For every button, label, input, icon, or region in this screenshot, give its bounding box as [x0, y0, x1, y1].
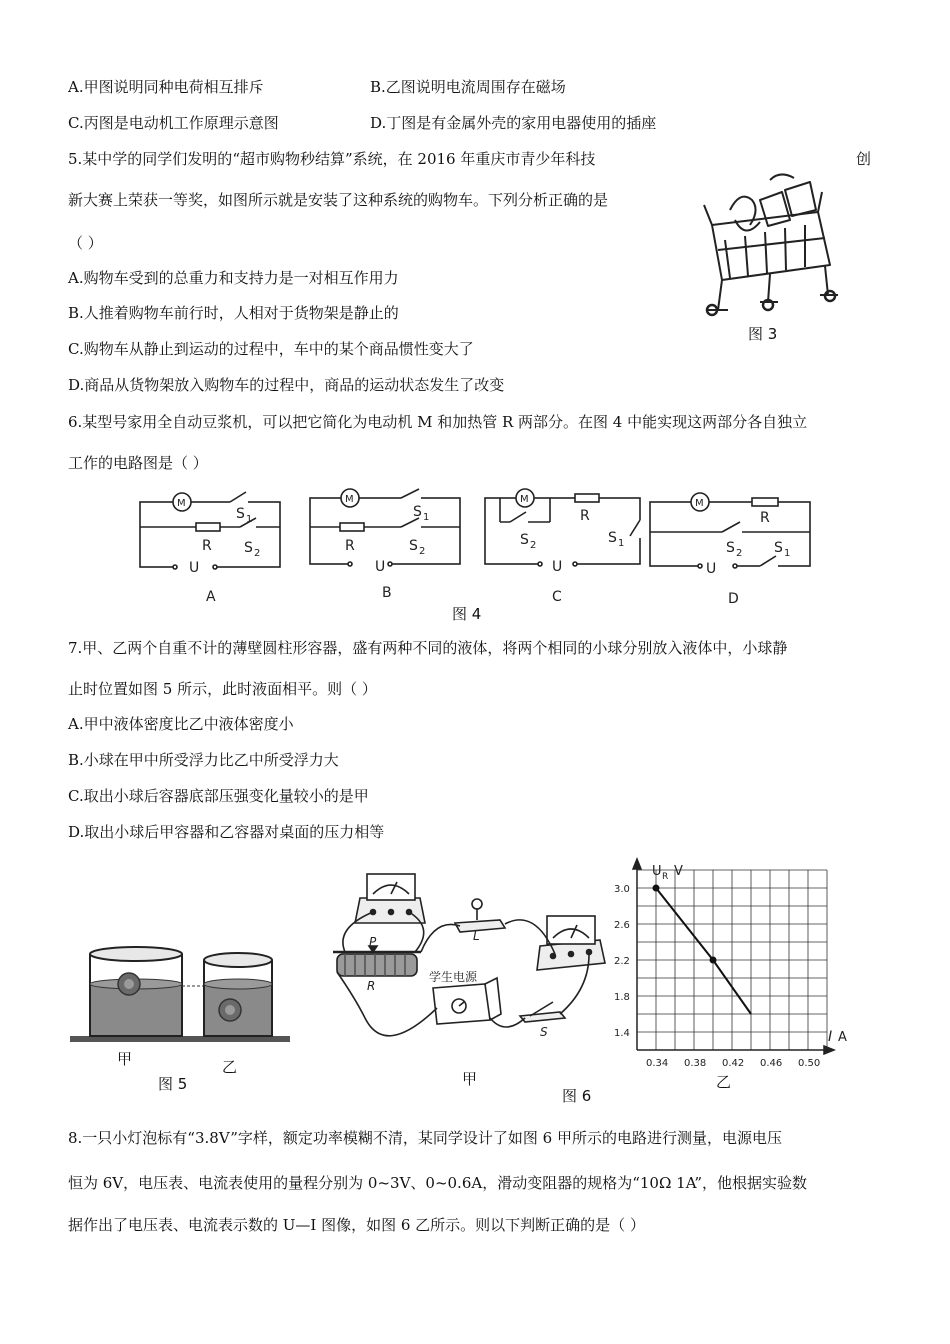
circuit-a-letter: A [206, 589, 216, 605]
q6-stem-line2: 工作的电路图是（ ） [68, 454, 208, 472]
container-yi [204, 953, 272, 1036]
circuit-a-s2: S [244, 540, 253, 556]
circuit-a-motor-label: M [177, 498, 186, 509]
data-point [653, 885, 660, 892]
q4-option-b: B.乙图说明电流周围存在磁场 [370, 78, 566, 96]
circuit-d-s1: S [774, 540, 783, 556]
q7-option-c: C.取出小球后容器底部压强变化量较小的是甲 [68, 787, 369, 805]
circuit-c-r: R [580, 508, 590, 524]
fig6-label-jia: 甲 [462, 1070, 478, 1088]
circuit-b-s1: S [413, 504, 422, 520]
circuit-b-motor-label: M [345, 494, 354, 505]
svg-text:1: 1 [618, 538, 625, 549]
circuit-c-letter: C [552, 589, 562, 605]
svg-text:2: 2 [530, 540, 537, 551]
y-axis-unit: V [674, 864, 683, 879]
figure-3-caption: 图 3 [748, 325, 778, 343]
figure-4-caption: 图 4 [452, 605, 482, 623]
svg-text:1: 1 [784, 548, 791, 559]
fig6-label-yi: 乙 [716, 1073, 732, 1091]
chart-series [653, 885, 752, 1015]
chart-grid [637, 870, 827, 1050]
ammeter [537, 916, 605, 970]
circuit-b-letter: B [382, 585, 392, 601]
circuit-d-labels [695, 498, 790, 607]
svg-text:2: 2 [736, 548, 743, 559]
circuit-b-r: R [345, 538, 355, 554]
figure-6-caption: 图 6 [562, 1087, 592, 1105]
circuit-a-labels [177, 498, 260, 605]
circuit-c-s2: S [520, 532, 529, 548]
r-label: R [367, 979, 376, 993]
shopping-cart-figure [690, 170, 840, 345]
svg-text:1: 1 [246, 514, 253, 525]
x-tick-label: 0.42 [722, 1058, 745, 1069]
y-tick-label: 1.4 [614, 1028, 630, 1039]
y-tick-label: 3.0 [614, 884, 630, 895]
fig5-label-jia: 甲 [117, 1050, 133, 1068]
q5-option-a: A.购物车受到的总重力和支持力是一对相互作用力 [68, 269, 399, 287]
x-axis-unit: A [838, 1030, 847, 1045]
y-axis-sub: R [662, 872, 669, 882]
x-tick-label: 0.38 [684, 1058, 707, 1069]
q7-option-d: D.取出小球后甲容器和乙容器对桌面的压力相等 [68, 823, 385, 841]
circuit-diagrams [130, 480, 820, 610]
q8-stem-line3: 据作出了电压表、电流表示数的 U—I 图像，如图 6 乙所示。则以下判断正确的是（ ） [68, 1216, 645, 1234]
circuit-b-labels [345, 494, 429, 601]
y-axis-label: U [652, 864, 662, 879]
q5-stem-line2: 新大赛上荣获一等奖，如图所示就是安装了这种系统的购物车。下列分析正确的是 [68, 191, 609, 209]
lamp [455, 899, 505, 932]
s-label: S [540, 1025, 548, 1039]
ui-chart [612, 855, 862, 1090]
fig5-label-yi: 乙 [222, 1058, 238, 1076]
q7-option-a: A.甲中液体密度比乙中液体密度小 [68, 715, 294, 733]
x-tick-label: 0.46 [760, 1058, 783, 1069]
svg-text:1: 1 [423, 512, 430, 523]
q5-stem-line1-end: 创 [856, 150, 872, 168]
circuit-c-s1: S [608, 530, 617, 546]
q5-answer-paren: （ ） [68, 234, 103, 252]
svg-text:2: 2 [419, 546, 426, 557]
y-tick-label: 1.8 [614, 992, 630, 1003]
circuit-d-motor-label: M [695, 498, 704, 509]
container-jia [90, 947, 182, 1036]
q5-option-b: B.人推着购物车前行时，人相对于货物架是静止的 [68, 304, 399, 322]
circuit-b-u: U [375, 559, 386, 575]
circuit-d-r: R [760, 510, 770, 526]
q5-option-d: D.商品从货物架放入购物车的过程中，商品的运动状态发生了改变 [68, 376, 505, 394]
q5-stem-line1: 5.某中学的同学们发明的“超市购物秒结算”系统，在 2016 年重庆市青少年科技 [68, 150, 596, 168]
q7-stem-line1: 7.甲、乙两个自重不计的薄壁圆柱形容器，盛有两种不同的液体，将两个相同的小球分别放入液体中，小球静 [68, 639, 788, 657]
y-tick-label: 2.2 [614, 956, 630, 967]
circuit-d-u: U [706, 561, 717, 577]
circuit-c-labels [520, 494, 624, 605]
circuit-a-r: R [202, 538, 212, 554]
q4-option-d: D.丁图是有金属外壳的家用电器使用的插座 [370, 114, 657, 132]
q8-stem-line2: 恒为 6V，电压表、电流表使用的量程分别为 0~3V、0~0.6A，滑动变阻器的规格为“10Ω 1A”，他根据实验数 [68, 1174, 808, 1192]
figure-5-caption: 图 5 [158, 1075, 188, 1093]
q7-stem-line2: 止时位置如图 5 所示，此时液面相平。则（ ） [68, 680, 377, 698]
q6-stem-line1: 6.某型号家用全自动豆浆机，可以把它简化为电动机 M 和加热管 R 两部分。在图 4 中能实现这两部分各自独立 [68, 413, 808, 431]
power-supply [433, 978, 501, 1024]
data-point [710, 957, 717, 964]
circuit-b [310, 489, 460, 566]
circuit-a-u: U [189, 560, 200, 576]
q8-stem-line1: 8.一只小灯泡标有“3.8V”字样，额定功率模糊不清，某同学设计了如图 6 甲所示的电路进行测量，电源电压 [68, 1129, 782, 1147]
circuit-a-s1: S [236, 506, 245, 522]
circuit-b-s2: S [409, 538, 418, 554]
circuit-d-s2: S [726, 540, 735, 556]
x-tick-label: 0.50 [798, 1058, 821, 1069]
svg-text:2: 2 [254, 548, 261, 559]
switch [520, 1002, 565, 1022]
circuit-c-motor-label: M [520, 494, 529, 505]
q7-option-b: B.小球在甲中所受浮力比乙中所受浮力大 [68, 751, 339, 769]
y-tick-label: 2.6 [614, 920, 630, 931]
q4-option-a: A.甲图说明同种电荷相互排斥 [68, 78, 264, 96]
l-label: L [473, 929, 480, 943]
q5-option-c: C.购物车从静止到运动的过程中，车中的某个商品惯性变大了 [68, 340, 474, 358]
power-supply-label: 学生电源 [429, 970, 478, 984]
x-axis-label: I [828, 1029, 833, 1045]
circuit-d-letter: D [728, 591, 739, 607]
x-tick-label: 0.34 [646, 1058, 669, 1069]
circuit-c [485, 489, 640, 566]
q4-option-c: C.丙图是电动机工作原理示意图 [68, 114, 279, 132]
series-line [656, 888, 751, 1014]
rheostat [333, 946, 421, 976]
p-label: P [369, 935, 377, 949]
experiment-apparatus-figure [325, 868, 615, 1068]
containers-figure [70, 940, 300, 1070]
circuit-c-u: U [552, 559, 563, 575]
